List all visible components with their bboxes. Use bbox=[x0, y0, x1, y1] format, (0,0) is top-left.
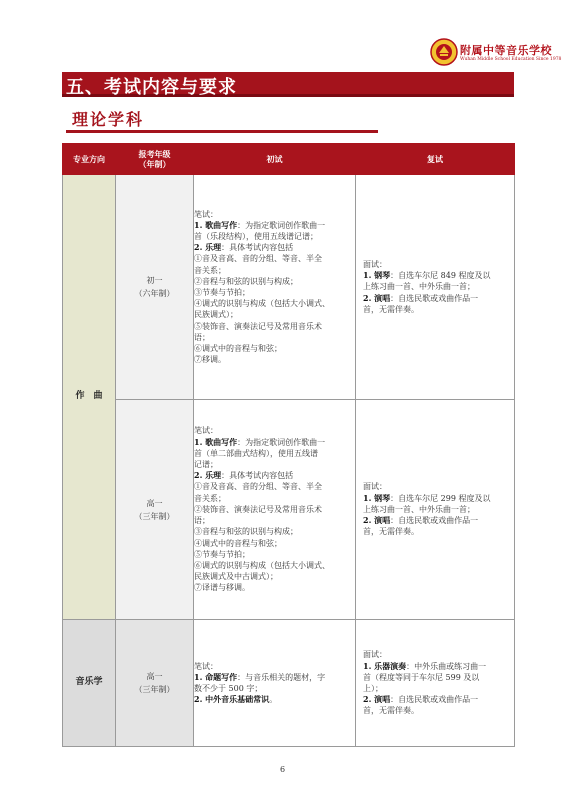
cell-text-line bbox=[194, 493, 355, 504]
cell-text: 民族调式及中古调式）； bbox=[194, 572, 278, 582]
cell-text: ：中外乐曲或练习曲一 bbox=[406, 661, 487, 671]
cell-text-line bbox=[363, 493, 509, 504]
cell-text-line bbox=[363, 526, 509, 537]
cell-text: 首（单二部曲式结构），使用五线谱 bbox=[194, 448, 318, 458]
logo-subtext: Wuhan Middle School Education Since 1978 bbox=[460, 57, 562, 62]
cell-text: ④调式的识别与构成（包括大小调式、 bbox=[194, 299, 330, 309]
cell-bold-item: 1. 歌曲写作 bbox=[194, 219, 238, 230]
cell-text: 记谱； bbox=[194, 460, 218, 470]
cell-text: 数不少于 500 字； bbox=[194, 684, 263, 693]
cell-text-line bbox=[194, 354, 355, 365]
cell-text: ①音及音高、音的分组、等音、半全 bbox=[194, 482, 322, 492]
cell-text-line bbox=[194, 209, 355, 220]
cell-text-line bbox=[194, 253, 355, 264]
cell-text-line bbox=[363, 694, 509, 705]
cell-text: 首，无需伴奏。 bbox=[363, 304, 419, 314]
grade-label: 高一 bbox=[146, 498, 163, 508]
section-title: 五、考试内容与要求 bbox=[66, 77, 237, 98]
header-major: 专业方向 bbox=[63, 144, 116, 175]
second-exam-cell bbox=[356, 620, 515, 747]
first-exam-cell bbox=[194, 400, 356, 620]
cell-text: ②装饰音、演奏法记号及常用音乐术 bbox=[194, 504, 322, 514]
second-exam-cell bbox=[356, 400, 515, 620]
cell-text: ：具体考试内容包括 bbox=[221, 243, 294, 253]
cell-text-line bbox=[363, 293, 509, 304]
cell-text-line bbox=[363, 270, 509, 281]
first-exam-cell bbox=[194, 620, 356, 747]
cell-text: ③节奏与节拍； bbox=[194, 288, 250, 297]
cell-text: 笔试： bbox=[194, 209, 218, 219]
cell-text: 面试： bbox=[363, 482, 387, 492]
cell-text-line bbox=[194, 538, 355, 549]
cell-text: 面试： bbox=[363, 259, 387, 269]
cell-text-line bbox=[194, 515, 355, 526]
cell-text: ③音程与和弦的识别与构成； bbox=[194, 527, 298, 537]
cell-text: ⑦译谱与移调。 bbox=[194, 583, 250, 593]
header-grade bbox=[116, 144, 194, 175]
cell-text-line bbox=[194, 549, 355, 560]
cell-text-line bbox=[363, 304, 509, 315]
cell-text-line bbox=[194, 220, 355, 231]
grade-label: 高一 bbox=[146, 672, 163, 681]
cell-text: 语； bbox=[194, 516, 210, 526]
cell-text: ：为指定歌词创作歌曲一 bbox=[237, 437, 326, 447]
cell-text: ：具体考试内容包括 bbox=[221, 471, 294, 481]
cell-text-line bbox=[194, 560, 355, 571]
cell-text: ④调式中的音程与和弦； bbox=[194, 538, 282, 548]
cell-text: ①音及音高、音的分组、等音、半全 bbox=[194, 254, 322, 264]
cell-text-line bbox=[363, 649, 509, 660]
cell-text: ：自选民歌或戏曲作品一 bbox=[390, 516, 479, 526]
school-emblem-icon bbox=[430, 38, 458, 66]
cell-text: 面试： bbox=[363, 650, 387, 660]
table-row bbox=[63, 400, 515, 620]
grade-cell bbox=[116, 175, 194, 400]
table-row bbox=[63, 620, 515, 747]
cell-text-line bbox=[363, 672, 509, 683]
cell-text: ：为指定歌词创作歌曲一 bbox=[237, 220, 326, 230]
cell-text-line bbox=[363, 481, 509, 492]
grade-years: （三年制） bbox=[134, 685, 175, 694]
cell-text: ：自选车尔尼 849 程度及以 bbox=[390, 271, 491, 281]
cell-bold-item: 1. 钢琴 bbox=[363, 270, 391, 281]
cell-text-line bbox=[194, 694, 355, 705]
logo-text: 附属中等音乐学校 bbox=[460, 44, 552, 57]
cell-text-line bbox=[194, 582, 355, 593]
cell-text: ：自选民歌或戏曲作品一 bbox=[390, 293, 479, 303]
cell-text: 笔试： bbox=[194, 426, 218, 436]
cell-text-line bbox=[194, 425, 355, 436]
cell-text-line bbox=[363, 683, 509, 694]
exam-requirements-table bbox=[62, 143, 515, 747]
cell-text-line bbox=[194, 481, 355, 492]
cell-text-line bbox=[363, 504, 509, 515]
cell-text-line bbox=[194, 287, 355, 298]
subsection-underline bbox=[66, 130, 378, 133]
cell-text: 上）； bbox=[363, 684, 383, 693]
cell-text-line bbox=[194, 459, 355, 470]
grade-years: （六年制） bbox=[134, 289, 175, 298]
cell-text: 上练习曲一首、中外乐曲一首； bbox=[363, 282, 475, 292]
cell-bold-item: 1. 命题写作 bbox=[194, 671, 238, 682]
cell-text: ②音程与和弦的识别与构成； bbox=[194, 276, 298, 286]
cell-text-line bbox=[194, 276, 355, 287]
cell-text: ⑥调式的识别与构成（包括大小调式、 bbox=[194, 560, 330, 570]
cell-text-line bbox=[363, 281, 509, 292]
cell-text: 首（程度等同于车尔尼 599 及以 bbox=[363, 672, 480, 682]
cell-text-line bbox=[194, 321, 355, 332]
cell-text-line bbox=[194, 672, 355, 683]
second-exam-cell bbox=[356, 175, 515, 400]
cell-text: 首，无需伴奏。 bbox=[363, 706, 419, 716]
cell-text: ：自选民歌或戏曲作品一 bbox=[390, 695, 479, 705]
page-number: 6 bbox=[279, 765, 286, 774]
cell-text: 民族调式）； bbox=[194, 310, 238, 320]
cell-text-line bbox=[194, 571, 355, 582]
subsection-title: 理论学科 bbox=[72, 110, 145, 129]
cell-text-line bbox=[363, 661, 509, 672]
cell-text: ：与音乐相关的题材，字 bbox=[237, 672, 326, 682]
cell-text-line bbox=[194, 332, 355, 343]
section-banner bbox=[62, 72, 514, 97]
cell-bold-item: 1. 乐器演奏 bbox=[363, 660, 407, 671]
header-first-exam: 初试 bbox=[194, 144, 356, 175]
cell-bold-item: 2. 乐理 bbox=[194, 470, 222, 481]
major-cell: 作 曲 bbox=[63, 175, 116, 620]
grade-years: （三年制） bbox=[134, 511, 175, 521]
cell-text-line bbox=[194, 683, 355, 694]
cell-text-line bbox=[194, 309, 355, 320]
grade-label: 初一 bbox=[146, 276, 163, 285]
cell-text-line bbox=[194, 231, 355, 242]
cell-text-line bbox=[194, 661, 355, 672]
cell-text-line bbox=[363, 705, 509, 716]
cell-bold-item: 2. 中外音乐基础常识 bbox=[194, 694, 270, 705]
header-grade-line2: （年制） bbox=[138, 159, 171, 169]
cell-bold-item: 1. 歌曲写作 bbox=[194, 436, 238, 447]
cell-text: 首（乐段结构），使用五线谱记谱； bbox=[194, 231, 318, 241]
cell-text: 音关系； bbox=[194, 265, 226, 275]
cell-text-line bbox=[194, 470, 355, 481]
table-header-row bbox=[63, 144, 515, 175]
cell-text-line bbox=[194, 504, 355, 515]
cell-text: ⑦移调。 bbox=[194, 355, 226, 365]
cell-text: 。 bbox=[269, 695, 278, 705]
grade-cell bbox=[116, 620, 194, 747]
cell-text: ⑥调式中的音程与和弦； bbox=[194, 344, 282, 354]
cell-text: 上练习曲一首、中外乐曲一首； bbox=[363, 504, 475, 514]
cell-text: 音关系； bbox=[194, 493, 226, 503]
cell-bold-item: 2. 乐理 bbox=[194, 242, 222, 253]
header-grade-line1: 报考年级 bbox=[138, 149, 171, 159]
cell-text: ：自选车尔尼 299 程度及以 bbox=[390, 493, 491, 503]
cell-text-line bbox=[194, 343, 355, 354]
cell-bold-item: 2. 演唱 bbox=[363, 515, 391, 526]
cell-text: 首，无需伴奏。 bbox=[363, 527, 419, 537]
cell-text: ⑤装饰音、演奏法记号及常用音乐术 bbox=[194, 321, 322, 331]
cell-text: 语； bbox=[194, 332, 210, 342]
cell-bold-item: 1. 钢琴 bbox=[363, 492, 391, 503]
cell-bold-item: 2. 演唱 bbox=[363, 292, 391, 303]
cell-text-line bbox=[194, 437, 355, 448]
cell-text-line bbox=[363, 515, 509, 526]
cell-text-line bbox=[194, 298, 355, 309]
cell-text: 笔试： bbox=[194, 661, 218, 671]
cell-text-line bbox=[194, 448, 355, 459]
major-cell: 音乐学 bbox=[63, 620, 116, 747]
header-second-exam: 复试 bbox=[356, 144, 515, 175]
first-exam-cell bbox=[194, 175, 356, 400]
school-logo bbox=[430, 36, 562, 70]
grade-cell bbox=[116, 400, 194, 620]
cell-text-line bbox=[194, 526, 355, 537]
cell-text-line bbox=[194, 242, 355, 253]
cell-bold-item: 2. 演唱 bbox=[363, 694, 391, 705]
table-row bbox=[63, 175, 515, 400]
cell-text: ⑤节奏与节拍； bbox=[194, 549, 250, 559]
cell-text-line bbox=[363, 259, 509, 270]
cell-text-line bbox=[194, 265, 355, 276]
